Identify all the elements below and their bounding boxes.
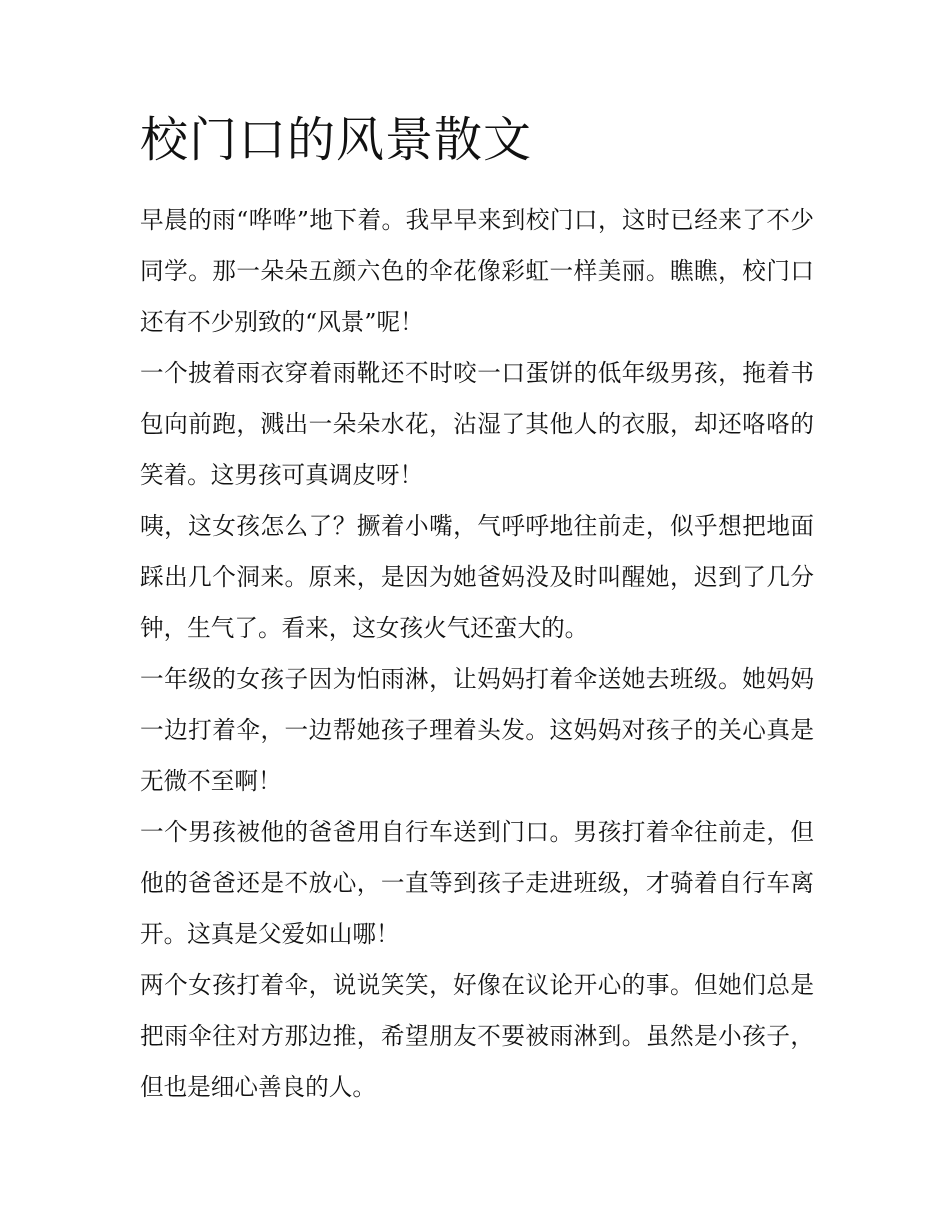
paragraph: 一年级的女孩子因为怕雨淋，让妈妈打着伞送她去班级。她妈妈一边打着伞，一边帮她孩子理着头发。这妈妈对孩子的关心真是无微不至啊！ xyxy=(140,665,814,795)
paragraph: 一个男孩被他的爸爸用自行车送到门口。男孩打着伞往前走，但他的爸爸还是不放心，一直等到孩子走进班级，才骑着自行车离开。这真是父爱如山哪！ xyxy=(140,818,814,948)
paragraph: 两个女孩打着伞，说说笑笑，好像在议论开心的事。但她们总是把雨伞往对方那边推，希望朋友不要被雨淋到。虽然是小孩子，但也是细心善良的人。 xyxy=(140,971,814,1101)
document-title: 校门口的风景散文 xyxy=(140,112,533,168)
paragraph: 咦，这女孩怎么了？撅着小嘴，气呼呼地往前走，似乎想把地面踩出几个洞来。原来，是因为她爸妈没及时叫醒她，迟到了几分钟，生气了。看来，这女孩火气还蛮大的。 xyxy=(140,512,814,642)
paragraph: 一个披着雨衣穿着雨靴还不时咬一口蛋饼的低年级男孩，拖着书包向前跑，溅出一朵朵水花，沾湿了其他人的衣服，却还咯咯的笑着。这男孩可真调皮呀！ xyxy=(140,359,814,489)
paragraph: 早晨的雨“哗哗”地下着。我早早来到校门口，这时已经来了不少同学。那一朵朵五颜六色的伞花像彩虹一样美丽。瞧瞧，校门口还有不少别致的“风景”呢！ xyxy=(140,206,814,336)
document-body xyxy=(140,195,814,1113)
